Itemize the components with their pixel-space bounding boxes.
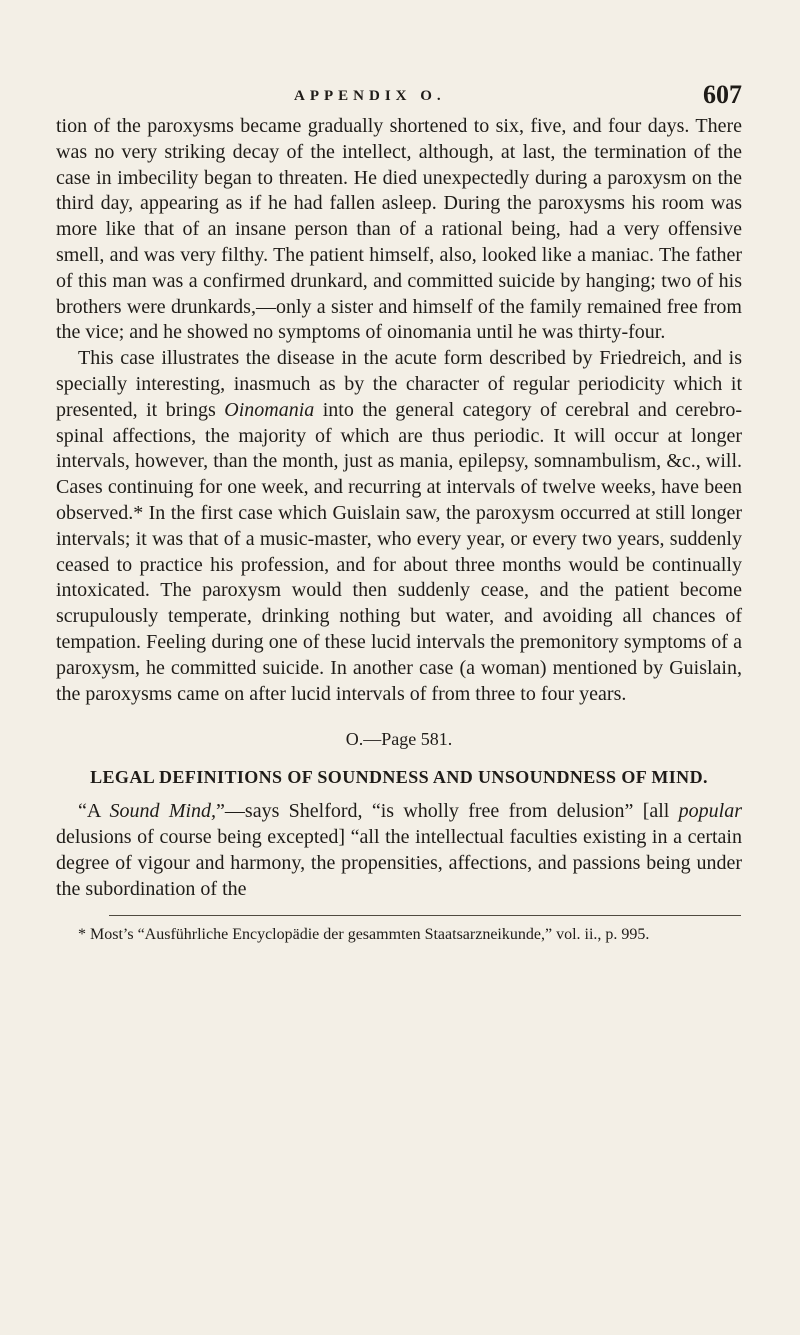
- paragraph-case-illustration: [56, 346, 742, 707]
- paragraph-2-text-b: into the general category of cerebral and cerebro-spinal affections, the majority of which are thus periodic. It will occur at longer intervals, however, than the month, just as mania, epilepsy, somnambulism, &c., will. Cases continuing for one week, and recurring at intervals of twelve weeks, have been observed.* In the first case which Guislain saw, the paroxysm occurred at still longer intervals; it was that of a music-master, who every year, or every two years, suddenly ceased to practice his profession, and for about three months would be continually intoxicated. The paroxysm would then suddenly cease, and the patient become scrupulously temperate, drinking nothing but water, and avoiding all chances of tempation. Feeling during one of these lucid intervals the premonitory symptoms of a paroxysm, he committed suicide. In another case (a woman) mentioned by Guislain, the paroxysms came on after lucid intervals of from three to four years.: [56, 398, 743, 705]
- sound-mind-text-2: delusions of course being excepted] “all the intellectual faculties existing in a certain degree of vigour and harmony, the propensities, affections, and passions being under the subordination of the: [56, 826, 742, 900]
- running-title: APPENDIX O.: [294, 88, 446, 104]
- footnote-marker: *: [78, 925, 86, 943]
- section-reference: O.—Page 581.: [345, 729, 453, 750]
- paragraph-2-text-a: This case illustrates the disease in the acute form described by Friedreich, and is specially interesting, inasmuch as by the character of regular periodicity which it presented, it brings: [56, 347, 742, 421]
- oinomania-term: Oinomania: [224, 398, 315, 421]
- footnote-text: Most’s “Ausführliche Encyclopädie der gesammten Staatsarzneikunde,” vol. ii., p. 995.: [86, 925, 650, 943]
- paragraph-sound-mind: [56, 799, 742, 902]
- running-head: [56, 70, 742, 114]
- sound-mind-term: Sound Mind,: [109, 800, 217, 823]
- popular-term: popular: [678, 800, 742, 823]
- sound-mind-text-1: ”—says Shelford, “is wholly free from delusion” [all: [216, 800, 679, 823]
- book-page: [56, 70, 742, 946]
- footnote: [56, 924, 742, 946]
- footnote-divider: [109, 915, 741, 916]
- paragraph-continuation: tion of the paroxysms became gradually shortened to six, five, and four days. There was no very striking decay of the intellect, although, at last, the termination of the case in imbecility began to threaten. He died unexpectedly during a paroxysm on the third day, appearing as if he had fallen asleep. During the paroxysms his room was more like that of an insane person than of a rational being, had a very offensive smell, and was very filthy. The patient himself, also, looked like a maniac. The father of this man was a confirmed drunkard, and committed suicide by hanging; two of his brothers were drunkards,—only a sister and himself of the family remained free from the vice; and he showed no symptoms of oinomania until he was thirty-four.: [56, 115, 742, 344]
- page-number: 607: [703, 80, 742, 109]
- section-title: LEGAL DEFINITIONS OF SOUNDNESS AND UNSOUNDNESS OF MIND.: [90, 767, 708, 788]
- sound-mind-open-quote: “A: [78, 800, 110, 823]
